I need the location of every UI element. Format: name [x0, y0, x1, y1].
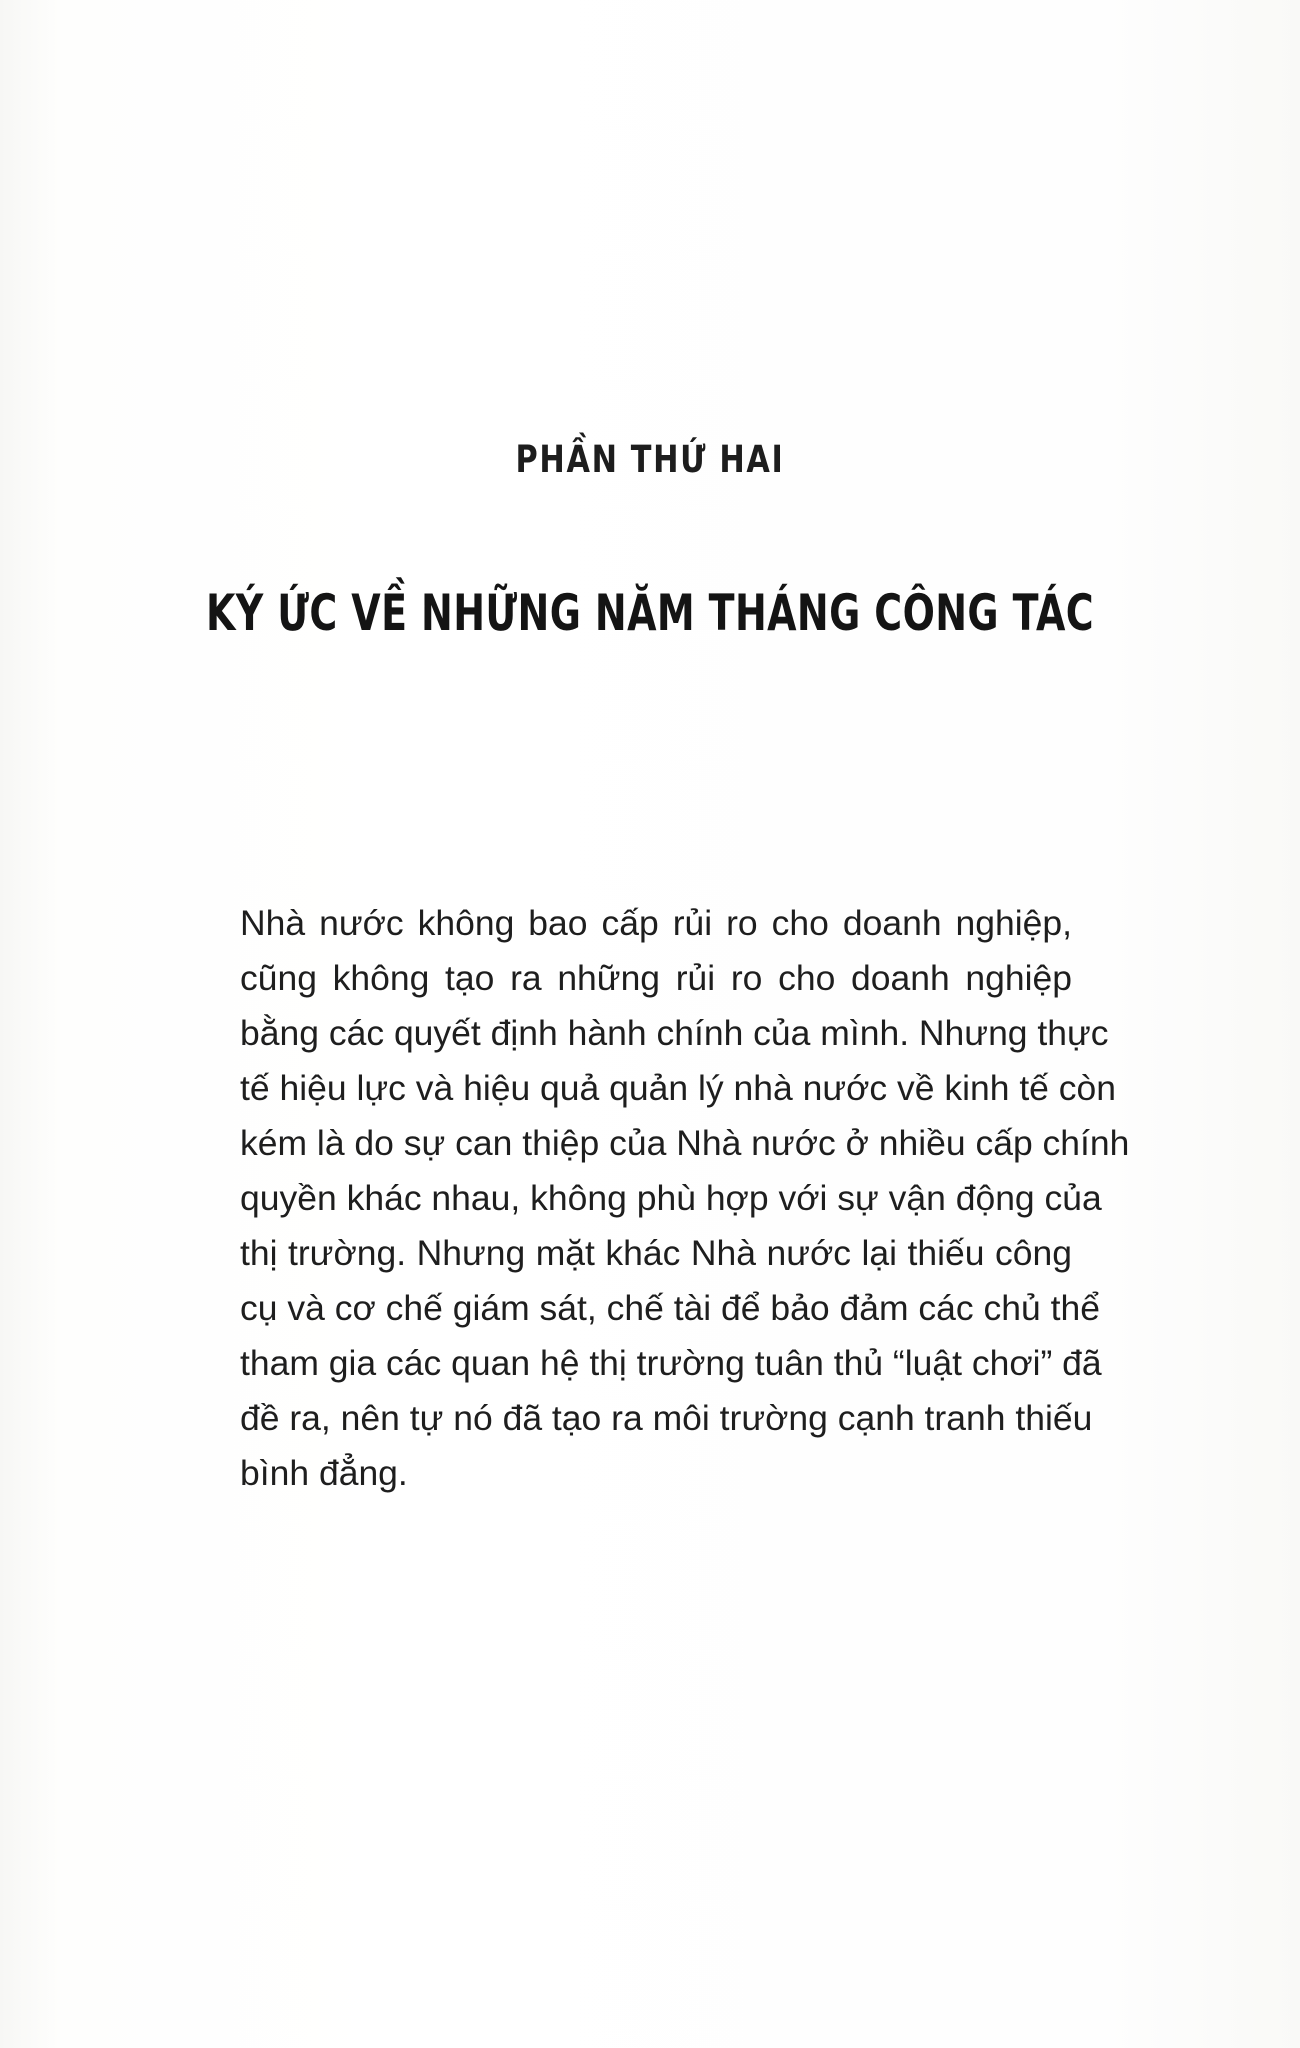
- quote-line: thị trường. Nhưng mặt khác Nhà nước lại thiếu công: [240, 1233, 1072, 1273]
- quote-line: tham gia các quan hệ thị trường tuân thủ “luật chơi” đã: [240, 1343, 1102, 1383]
- quote-line: bằng các quyết định hành chính của mình. Nhưng thực: [240, 1013, 1109, 1053]
- quote-line: bình đẳng.: [240, 1453, 408, 1493]
- quote-line: Nhà nước không bao cấp rủi ro cho doanh nghiệp,: [240, 903, 1072, 943]
- quote-line: đề ra, nên tự nó đã tạo ra môi trường cạnh tranh thiếu: [240, 1398, 1093, 1438]
- quote-line: cụ và cơ chế giám sát, chế tài để bảo đảm các chủ thể: [240, 1288, 1100, 1328]
- quote-line: quyền khác nhau, không phù hợp với sự vận động của: [240, 1178, 1102, 1218]
- quote-line: cũng không tạo ra những rủi ro cho doanh nghiệp: [240, 958, 1072, 998]
- chapter-title: KÝ ỨC VỀ NHỮNG NĂM THÁNG CÔNG TÁC: [205, 584, 1095, 642]
- quote-paragraph: [240, 896, 1130, 1501]
- quote-line: kém là do sự can thiệp của Nhà nước ở nhiều cấp chính: [240, 1123, 1130, 1163]
- quote-line: tế hiệu lực và hiệu quả quản lý nhà nước về kinh tế còn: [240, 1068, 1117, 1108]
- part-label: PHẦN THỨ HAI: [515, 438, 785, 481]
